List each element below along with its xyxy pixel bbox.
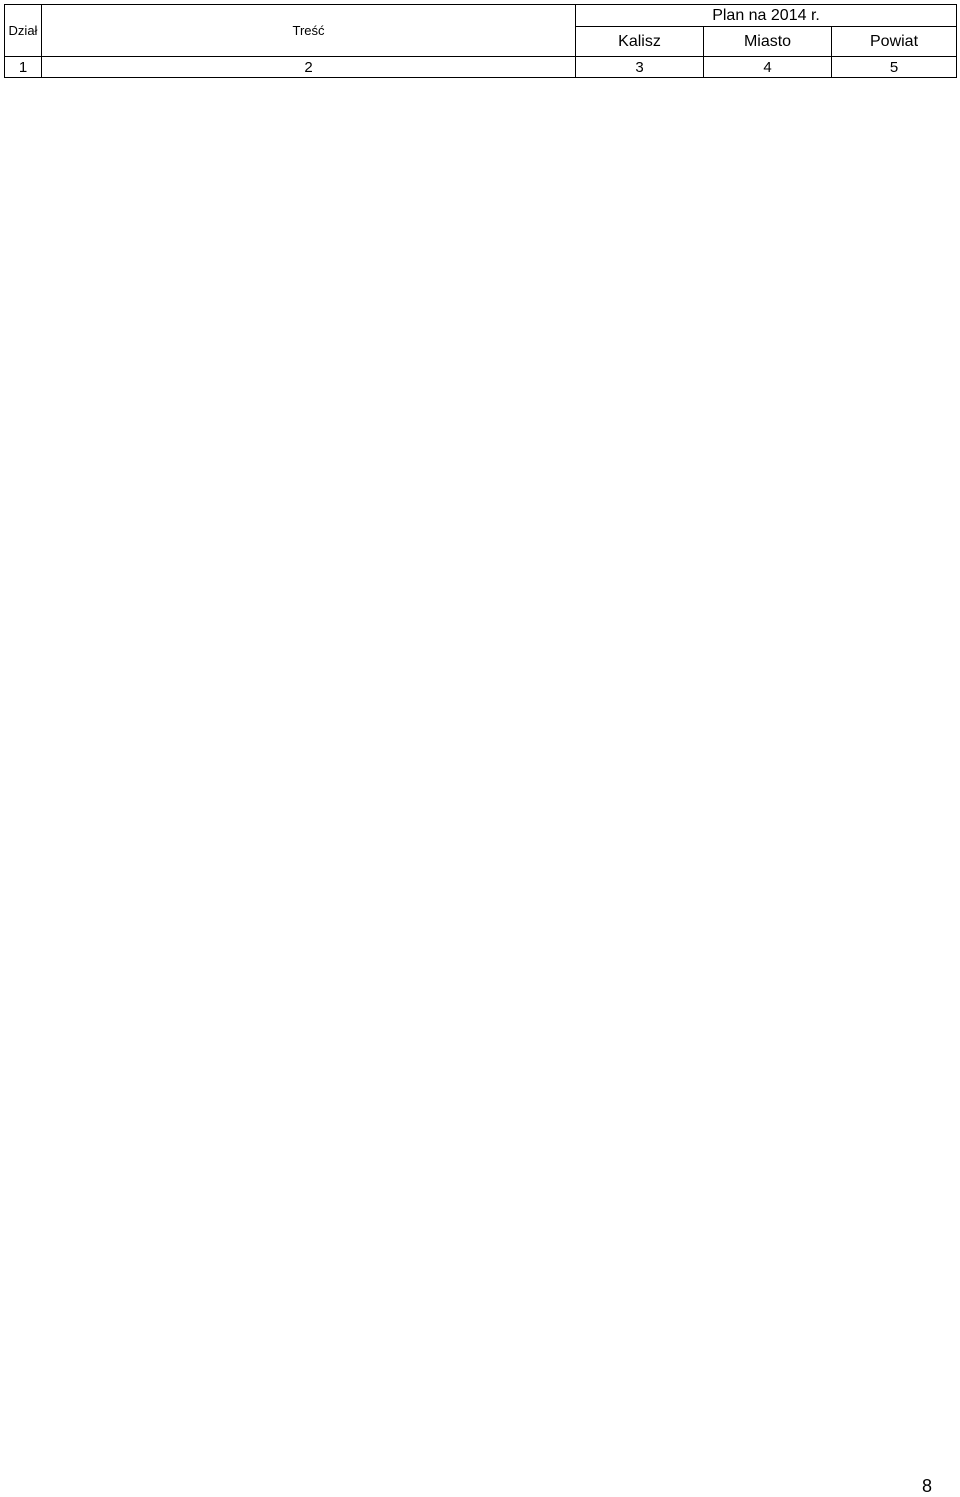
column-number: 3 — [576, 57, 704, 78]
column-number: 1 — [5, 57, 42, 78]
page-number: 8 — [922, 1476, 933, 1496]
column-number: 2 — [42, 57, 576, 78]
column-header-powiat: Powiat — [832, 27, 957, 57]
column-header-dzial: Dział — [5, 5, 42, 57]
column-header-plan: Plan na 2014 r. — [576, 5, 957, 27]
column-header-kalisz: Kalisz — [576, 27, 704, 57]
column-header-tresc: Treść — [42, 5, 576, 57]
column-header-miasto: Miasto — [704, 27, 832, 57]
budget-table — [4, 4, 957, 78]
column-number: 4 — [704, 57, 832, 78]
column-number: 5 — [832, 57, 957, 78]
